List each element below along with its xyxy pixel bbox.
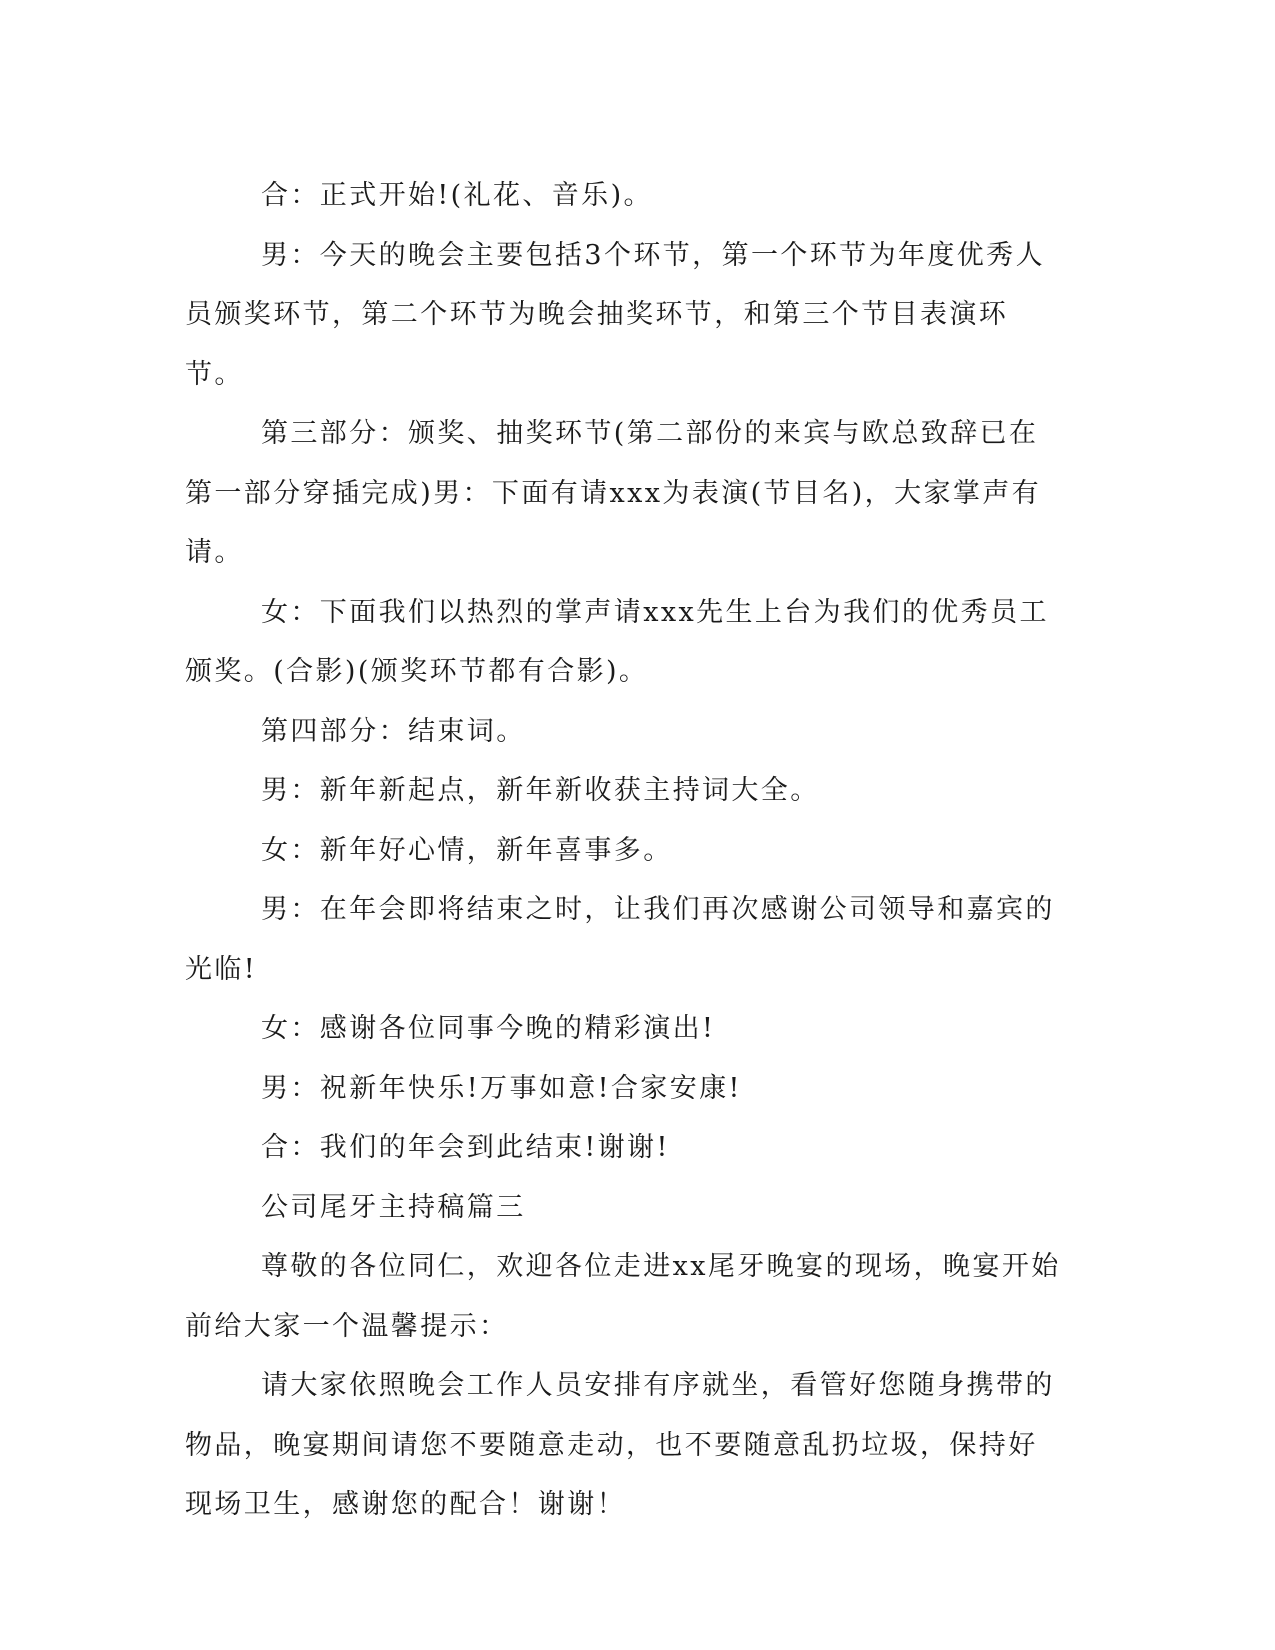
section-heading: 公司尾牙主持稿篇三 [261, 1191, 526, 1223]
paragraph-3: 第三部分：颁奖、抽奖环节(第二部份的来宾与欧总致辞已在第一部分穿插完成)男：下面有请xxx为表演(节目名)，大家掌声有请。 [185, 418, 1042, 568]
paragraph-9: 女：感谢各位同事今晚的精彩演出! [261, 1013, 716, 1044]
paragraph-10: 男：祝新年快乐!万事如意!合家安康! [261, 1072, 742, 1104]
paragraph-6: 男：新年新起点，新年新收获主持词大全。 [261, 775, 820, 806]
paragraph-5: 第四部分：结束词。 [261, 715, 526, 747]
paragraph-4: 女：下面我们以热烈的掌声请xxx先生上台为我们的优秀员工颁奖。(合影)(颁奖环节都有合影)。 [185, 596, 1049, 687]
paragraph-1: 合：正式开始!(礼花、音乐)。 [261, 180, 653, 211]
paragraph-13: 尊敬的各位同仁，欢迎各位走进xx尾牙晚宴的现场，晚宴开始前给大家一个温馨提示： [185, 1251, 1061, 1342]
paragraph-7: 女：新年好心情，新年喜事多。 [261, 834, 673, 866]
paragraph-11: 合：我们的年会到此结束!谢谢! [261, 1132, 670, 1163]
paragraph-2: 男：今天的晚会主要包括3个环节，第一个环节为年度优秀人员颁奖环节，第二个环节为晚会抽奖环节，和第三个节目表演环节。 [185, 239, 1045, 390]
paragraph-8: 男：在年会即将结束之时，让我们再次感谢公司领导和嘉宾的光临! [185, 894, 1055, 985]
paragraph-14: 请大家依照晚会工作人员安排有序就坐，看管好您随身携带的物品，晚宴期间请您不要随意走动，也不要随意乱扔垃圾，保持好现场卫生，感谢您的配合！谢谢！ [185, 1370, 1055, 1520]
document-body [185, 166, 1065, 1535]
